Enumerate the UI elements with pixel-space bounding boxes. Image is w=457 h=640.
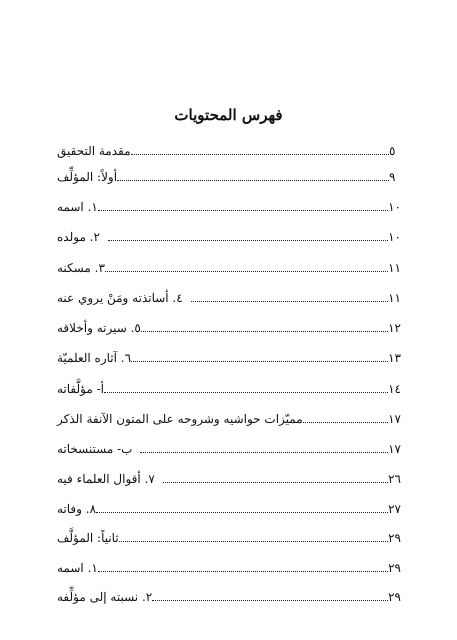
toc-entry-page-number: ٩ bbox=[389, 170, 396, 184]
toc-entry-page-number: ٢٧ bbox=[388, 502, 401, 516]
dot-leader bbox=[140, 452, 388, 453]
dot-leader bbox=[119, 541, 388, 542]
toc-entry bbox=[54, 397, 404, 427]
toc-entry bbox=[54, 457, 404, 487]
dot-leader bbox=[163, 482, 388, 483]
dot-leader bbox=[96, 512, 388, 513]
toc-entry-page-number: ١٧ bbox=[388, 442, 401, 456]
dot-leader bbox=[104, 392, 388, 393]
toc-entry-label: مميّزات حواشيه وشروحه على المتون الآنفة الذكر bbox=[57, 412, 303, 426]
dot-leader bbox=[303, 422, 388, 423]
toc-entry-label: ٣. مسكنه bbox=[57, 261, 105, 275]
toc-entry-label: ٥. سيرته وأخلاقه bbox=[57, 321, 141, 335]
toc-entry-label: ٧. أقوال العلماء فيه bbox=[57, 472, 155, 486]
dot-leader bbox=[131, 361, 388, 362]
dot-leader bbox=[191, 301, 388, 302]
dot-leader bbox=[141, 331, 388, 332]
toc-entry-page-number: ١١ bbox=[388, 261, 401, 275]
toc-entry bbox=[54, 276, 404, 306]
toc-entry-page-number: ٢٦ bbox=[388, 472, 401, 486]
toc-entry bbox=[54, 155, 404, 185]
toc-entry bbox=[54, 367, 404, 397]
toc-entry-label: ٦. آثاره العلميّة bbox=[57, 351, 132, 365]
toc-entry bbox=[54, 516, 404, 546]
toc-entry-page-number: ٥ bbox=[389, 144, 396, 158]
toc-entry-page-number: ٢٩ bbox=[388, 590, 401, 604]
toc-entry-label: ١. اسمه bbox=[57, 561, 98, 575]
toc-entry-label: ب- مستنسخاته bbox=[57, 442, 133, 456]
toc-entry-label: ١. اسمه bbox=[57, 200, 98, 214]
toc-entry-label: أ- مؤلَّفاته bbox=[57, 382, 104, 396]
toc-entry-label: ٨. وفاته bbox=[57, 502, 97, 516]
toc-entry-page-number: ١٠ bbox=[388, 200, 401, 214]
toc-entry-page-number: ١٢ bbox=[388, 321, 401, 335]
toc-entry-label: ٤. أساتذته ومَنْ يروي عنه bbox=[57, 291, 183, 305]
toc-entry bbox=[54, 246, 404, 276]
toc-entry bbox=[54, 546, 404, 576]
toc-entry bbox=[54, 185, 404, 215]
toc-entry-label: مقدمة التحقيق bbox=[57, 144, 131, 158]
toc-entry-page-number: ٢٩ bbox=[388, 531, 401, 545]
toc-entry-page-number: ١١ bbox=[388, 291, 401, 305]
dot-leader bbox=[105, 271, 388, 272]
toc-entry bbox=[54, 575, 404, 605]
dot-leader bbox=[108, 240, 388, 241]
toc-entry-label: أولاً: المؤلِّف bbox=[57, 170, 118, 184]
toc-entry bbox=[54, 215, 404, 245]
toc-entry-page-number: ١٣ bbox=[388, 351, 401, 365]
toc-entry-page-number: ١٠ bbox=[388, 230, 401, 244]
toc-entry-label: ٢. نسبته إلى مؤلِّفه bbox=[57, 590, 153, 604]
toc-title: فهرس المحتويات bbox=[174, 106, 283, 124]
toc-entry-label: ثانياً: المؤلَّف bbox=[57, 531, 119, 545]
dot-leader bbox=[152, 600, 388, 601]
toc-entry bbox=[54, 487, 404, 517]
dot-leader bbox=[117, 180, 389, 181]
toc-entry-label: ٢. مولده bbox=[57, 230, 100, 244]
toc-entry bbox=[54, 336, 404, 366]
toc-entry-page-number: ٢٩ bbox=[388, 561, 401, 575]
dot-leader bbox=[98, 571, 388, 572]
dot-leader bbox=[98, 210, 388, 211]
toc-entry-page-number: ١٧ bbox=[388, 412, 401, 426]
toc-entry bbox=[54, 427, 404, 457]
toc-entry bbox=[54, 306, 404, 336]
toc-entry-page-number: ١٤ bbox=[388, 382, 401, 396]
